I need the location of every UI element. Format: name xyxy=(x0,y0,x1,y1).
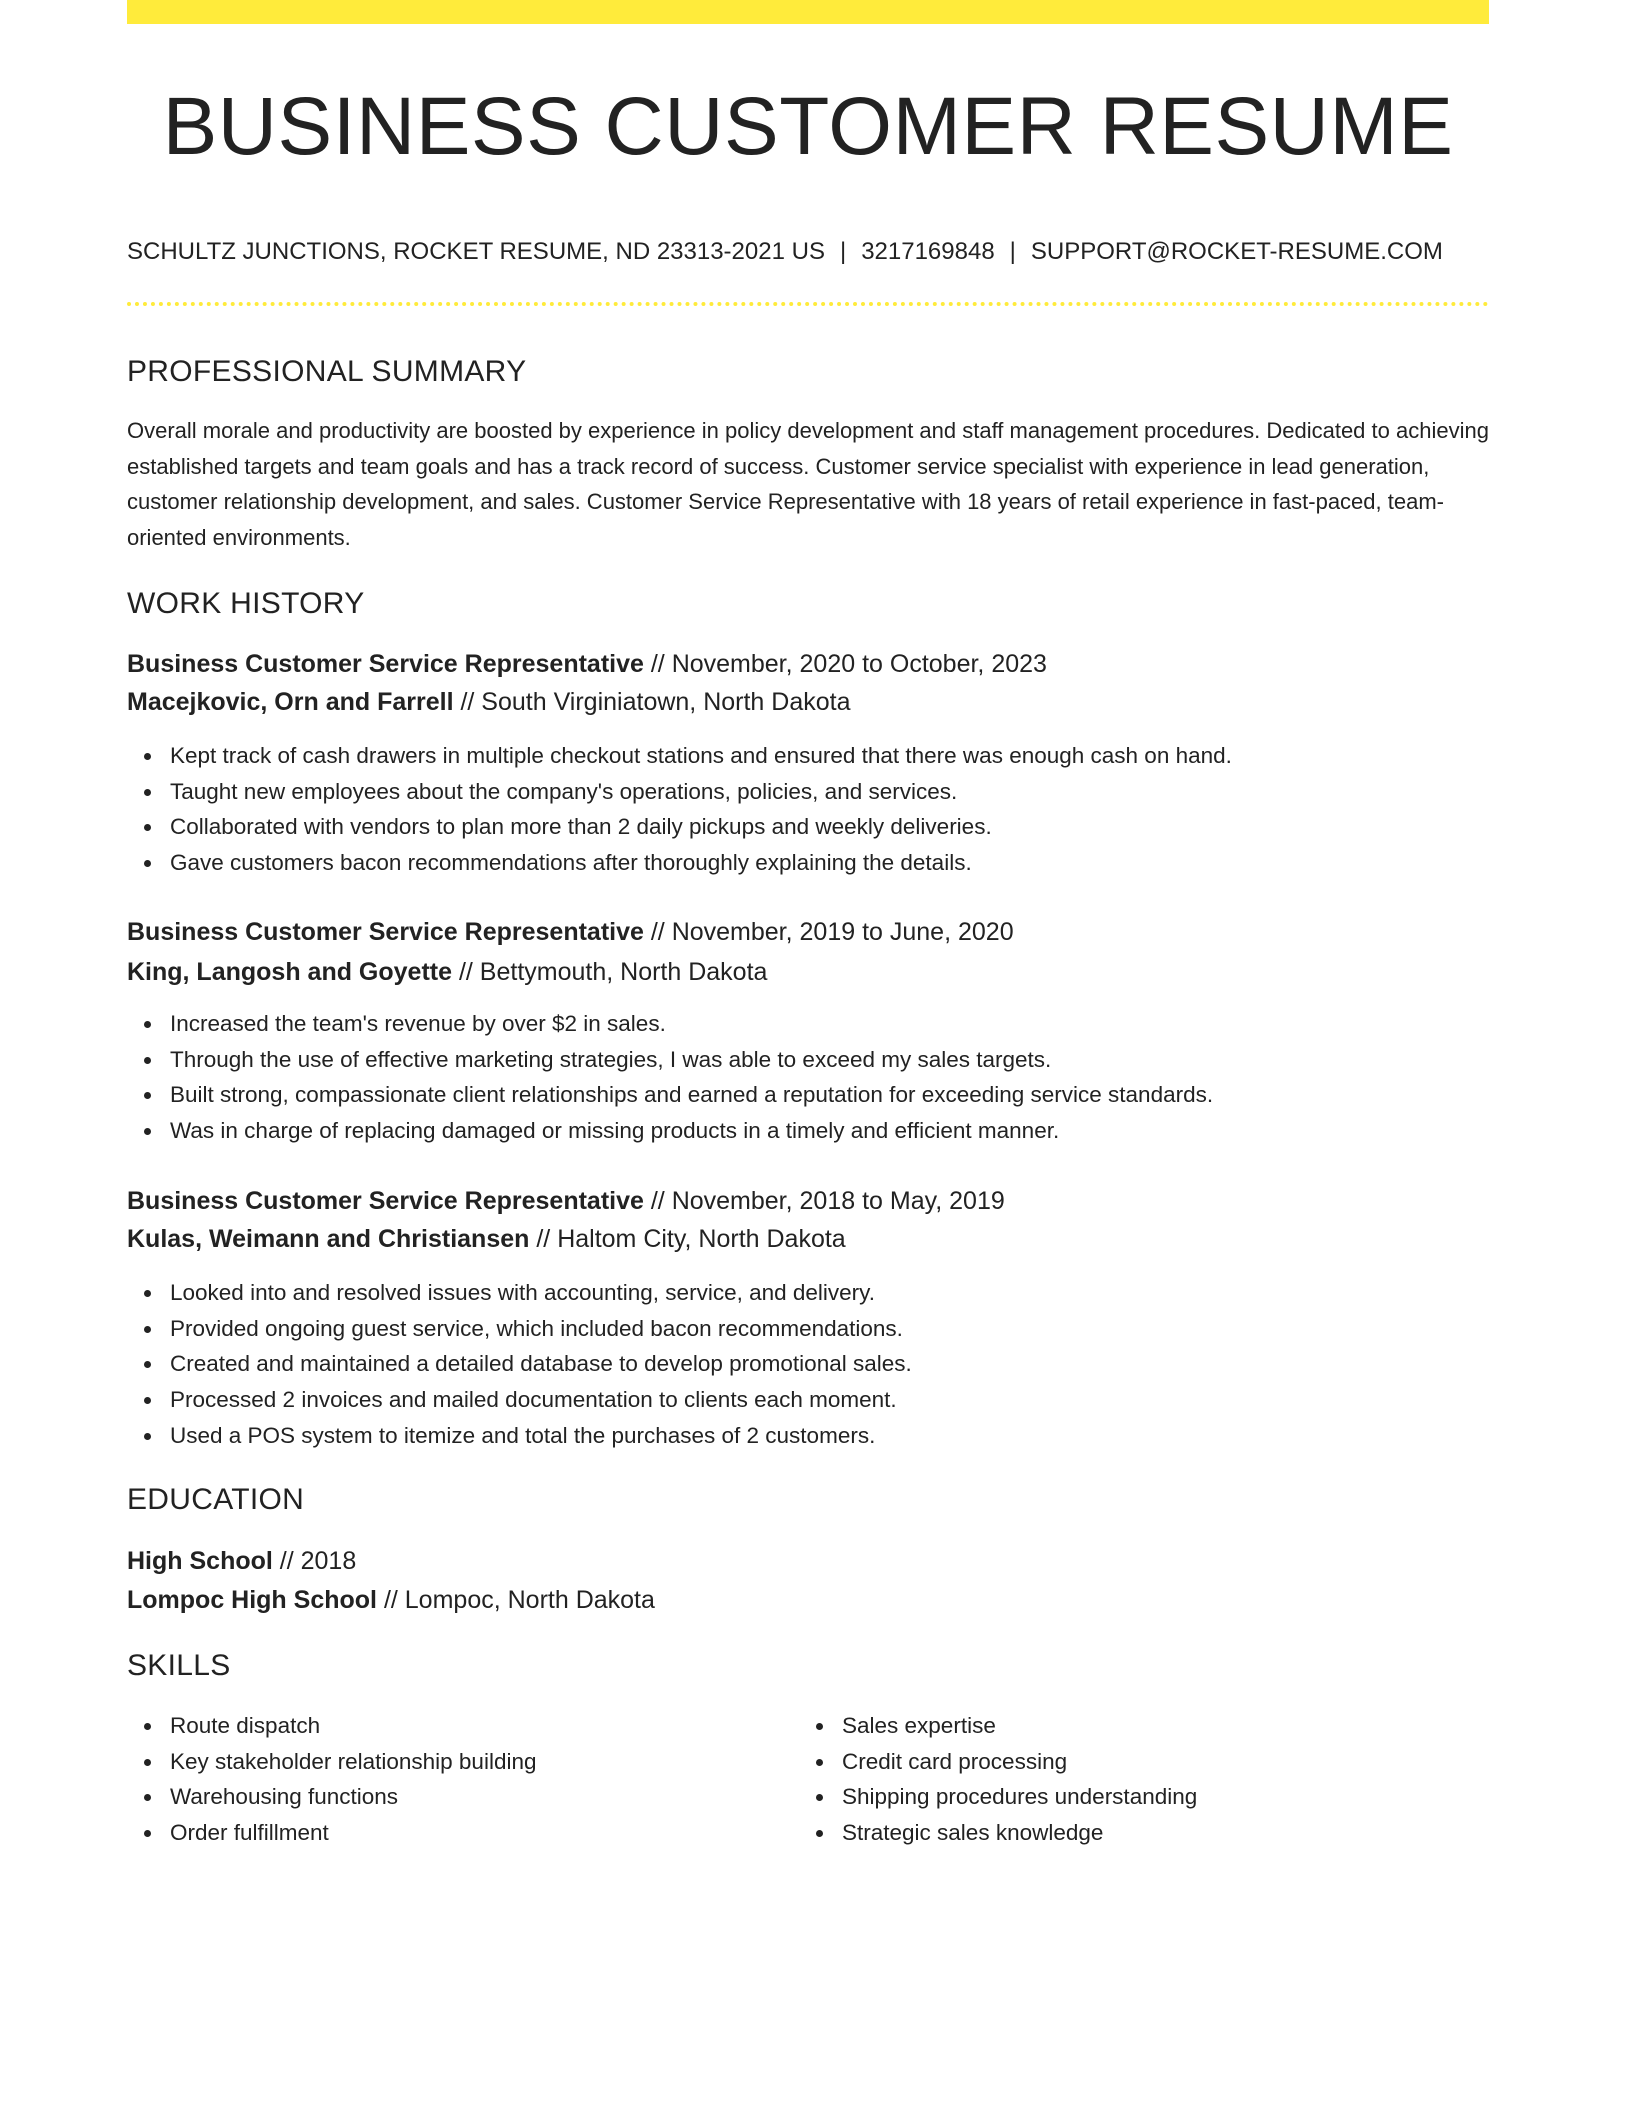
job-company: Macejkovic, Orn and Farrell xyxy=(127,688,454,716)
contact-line xyxy=(127,236,1489,268)
job-bullet: Looked into and resolved issues with accounting, service, and delivery. xyxy=(127,1275,1489,1311)
job-bullet: Through the use of effective marketing strategies, I was able to exceed my sales targets. xyxy=(127,1042,1489,1078)
work-history-heading: WORK HISTORY xyxy=(127,587,365,620)
education-school-line xyxy=(127,1582,655,1618)
job-bullets xyxy=(127,738,1489,881)
job-title: Business Customer Service Representative xyxy=(127,918,644,946)
skill-item: Credit card processing xyxy=(799,1744,1489,1780)
job-title: Business Customer Service Representative xyxy=(127,650,644,678)
contact-email: SUPPORT@ROCKET-RESUME.COM xyxy=(1030,238,1443,265)
education-year: // 2018 xyxy=(272,1547,357,1575)
job-company-line xyxy=(127,954,767,990)
dotted-divider xyxy=(127,302,1489,306)
job-title-line xyxy=(127,914,1014,950)
job-company: Kulas, Weimann and Christiansen xyxy=(127,1225,530,1253)
top-accent-bar xyxy=(127,0,1489,24)
job-bullet: Kept track of cash drawers in multiple checkout stations and ensured that there was enough cash on hand. xyxy=(127,738,1489,774)
job-dates: // November, 2018 to May, 2019 xyxy=(643,1187,1005,1215)
job-title: Business Customer Service Representative xyxy=(127,1187,644,1215)
skill-item: Warehousing functions xyxy=(127,1779,797,1815)
job-location: // Haltom City, North Dakota xyxy=(529,1225,846,1253)
skill-item: Route dispatch xyxy=(127,1708,797,1744)
contact-address: SCHULTZ JUNCTIONS, ROCKET RESUME, ND 23313-2021 US xyxy=(127,238,825,265)
job-bullet: Created and maintained a detailed database to develop promotional sales. xyxy=(127,1346,1489,1382)
job-bullet: Gave customers bacon recommendations after thoroughly explaining the details. xyxy=(127,845,1489,881)
skills-list-left xyxy=(127,1708,797,1851)
contact-separator: | xyxy=(839,238,847,265)
job-bullet: Used a POS system to itemize and total the purchases of 2 customers. xyxy=(127,1418,1489,1454)
job-bullets xyxy=(127,1006,1489,1149)
skill-item: Shipping procedures understanding xyxy=(799,1779,1489,1815)
skills-list-right xyxy=(799,1708,1489,1851)
job-bullets xyxy=(127,1275,1489,1454)
job-bullet: Was in charge of replacing damaged or missing products in a timely and efficient manner. xyxy=(127,1113,1489,1149)
education-school: Lompoc High School xyxy=(127,1586,377,1614)
resume-title: BUSINESS CUSTOMER RESUME xyxy=(162,81,1454,172)
education-location: // Lompoc, North Dakota xyxy=(377,1586,655,1614)
summary-text: Overall morale and productivity are boosted by experience in policy development and staff management procedures. Dedicated to achieving established targets and team goals and has a track record of success. Customer service specialist with experience in lead generation, customer relationship development, and sales. Customer Service Representative with 18 years of retail experience in fast-paced, team-oriented environments. xyxy=(127,418,1489,551)
skills-heading: SKILLS xyxy=(127,1649,231,1682)
job-company-line xyxy=(127,684,851,720)
contact-separator: | xyxy=(1009,238,1016,265)
skill-item: Key stakeholder relationship building xyxy=(127,1744,797,1780)
skill-item: Sales expertise xyxy=(799,1708,1489,1744)
job-bullet: Taught new employees about the company's operations, policies, and services. xyxy=(127,774,1489,810)
job-dates: // November, 2020 to October, 2023 xyxy=(643,650,1047,678)
job-bullet: Built strong, compassionate client relationships and earned a reputation for exceeding service standards. xyxy=(127,1077,1489,1113)
job-bullet: Provided ongoing guest service, which included bacon recommendations. xyxy=(127,1311,1489,1347)
job-bullet: Processed 2 invoices and mailed documentation to clients each moment. xyxy=(127,1382,1489,1418)
job-title-line xyxy=(127,1183,1005,1219)
job-title-line xyxy=(127,646,1047,682)
job-company: King, Langosh and Goyette xyxy=(127,958,453,986)
job-company-line xyxy=(127,1221,846,1257)
education-heading: EDUCATION xyxy=(127,1483,305,1516)
skill-item: Order fulfillment xyxy=(127,1815,797,1851)
job-bullet: Collaborated with vendors to plan more than 2 daily pickups and weekly deliveries. xyxy=(127,809,1489,845)
job-location: // Bettymouth, North Dakota xyxy=(452,958,768,986)
education-degree: High School xyxy=(127,1547,273,1575)
education-degree-line xyxy=(127,1543,356,1579)
job-location: // South Virginiatown, North Dakota xyxy=(453,688,851,716)
skill-item: Strategic sales knowledge xyxy=(799,1815,1489,1851)
summary-heading: PROFESSIONAL SUMMARY xyxy=(127,355,527,388)
contact-phone: 3217169848 xyxy=(861,238,995,265)
job-dates: // November, 2019 to June, 2020 xyxy=(643,918,1014,946)
job-bullet: Increased the team's revenue by over $2 in sales. xyxy=(127,1006,1489,1042)
